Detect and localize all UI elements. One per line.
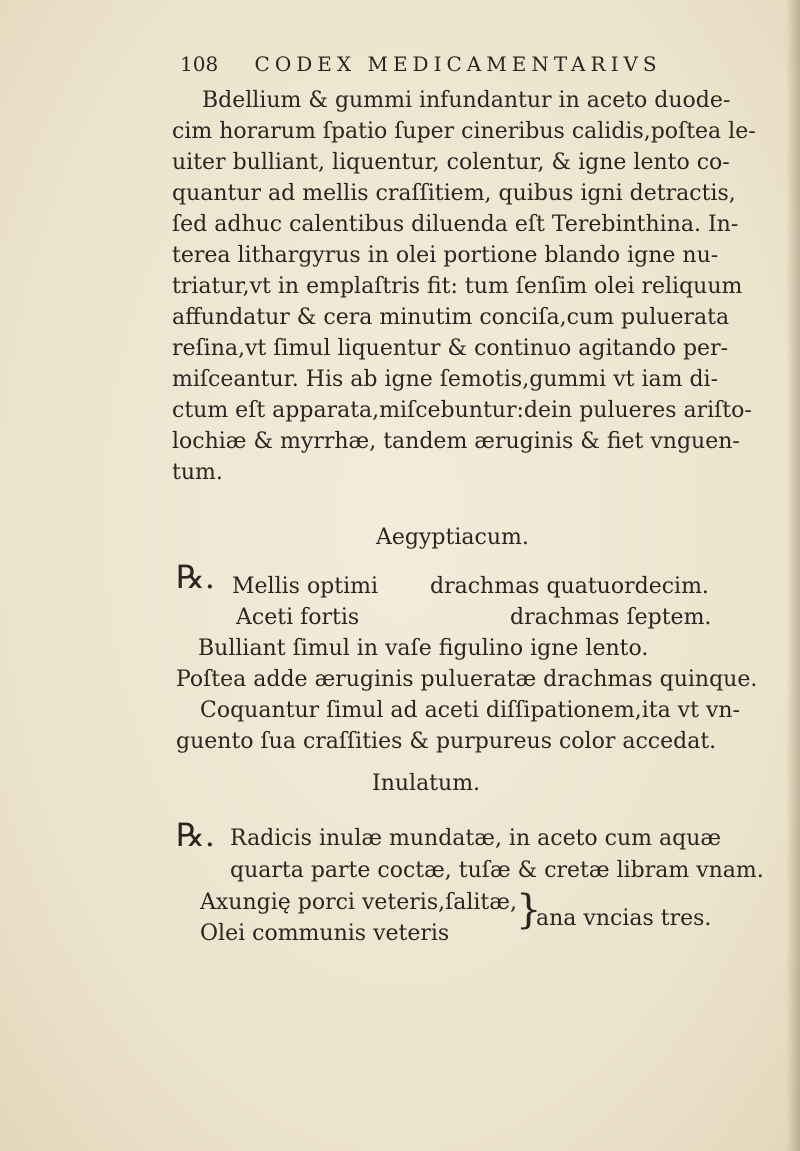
paragraph-line: quantur ad mellis craſſitiem, quibus igni detractis, (172, 181, 736, 206)
running-header (180, 52, 662, 76)
recipe-line: quarta parte coctæ, tuſæ & cretæ libram vnam. (230, 858, 764, 883)
grouped-amount: ana vncias tres. (536, 906, 712, 931)
paragraph-line: affundatur & cera minutim conciſa,cum puluerata (172, 305, 730, 330)
recipe-symbol: ℞. (176, 558, 215, 596)
ingredient-amount: drachmas quatuordecim. (430, 574, 709, 599)
page-spine-shadow (786, 0, 800, 1151)
instruction-line: Bulliant ſimul in vaſe figulino igne lento. (198, 636, 649, 661)
paragraph-line: lochiæ & myrrhæ, tandem æruginis & fiet vnguen- (172, 429, 740, 454)
grouped-ingredient: Olei communis veteris (200, 921, 450, 946)
instruction-line: Coquantur ſimul ad aceti diſſipationem,ita vt vn- (200, 698, 740, 723)
recipe-line: Radicis inulæ mundatæ, in aceto cum aquæ (230, 826, 722, 851)
paragraph-line: triatur,vt in emplaſtris fit: tum ſenſim olei reliquum (172, 274, 743, 299)
paragraph-line: tum. (172, 460, 223, 485)
grouped-ingredient: Axungię porci veteris,ſalitæ, (200, 890, 517, 915)
grouping-brace: } (516, 887, 542, 933)
paragraph-line: terea lithargyrus in olei portione blando igne nu- (172, 243, 719, 268)
paragraph-line: cim horarum ſpatio ſuper cineribus calidis,poſtea le- (172, 119, 756, 144)
paragraph-line: miſceantur. His ab igne ſemotis,gummi vt iam di- (172, 367, 719, 392)
paragraph-line: uiter bulliant, liquentur, colentur, & igne lento co- (172, 150, 730, 175)
paragraph-line: reſina,vt ſimul liquentur & continuo agitando per- (172, 336, 729, 361)
instruction-line: guento ſua craſſities & purpureus color accedat. (176, 729, 717, 754)
instruction-line: Poſtea adde æruginis pulueratæ drachmas quinque. (176, 667, 758, 692)
ingredient-name: Mellis optimi (232, 574, 379, 599)
ingredient-amount: drachmas ſeptem. (510, 605, 712, 630)
paragraph-line: ctum eſt apparata,miſcebuntur:dein pulueres ariſto- (172, 398, 752, 423)
page-number: 108 (180, 52, 219, 76)
ingredient-name: Aceti fortis (236, 605, 360, 630)
paragraph-line: ſed adhuc calentibus diluenda eſt Terebinthina. In- (172, 212, 739, 237)
recipe-symbol: ℞. (176, 816, 215, 854)
paragraph-line: Bdellium & gummi infundantur in aceto duode- (202, 88, 731, 113)
recipe-title: Aegyptiacum. (376, 525, 529, 550)
running-title: CODEX MEDICAMENTARIVS (254, 52, 662, 76)
recipe-title: Inulatum. (372, 771, 481, 796)
